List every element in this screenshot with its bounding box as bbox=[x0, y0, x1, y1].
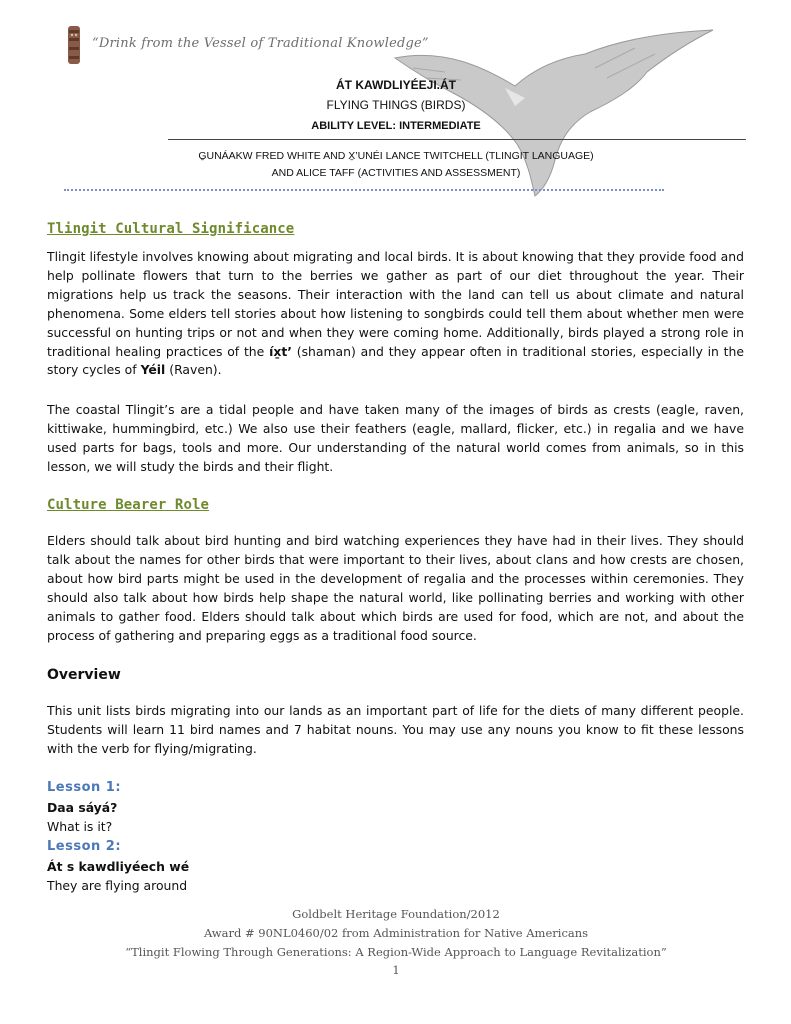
overview-heading: Overview bbox=[47, 667, 121, 683]
lesson-2-tlingit: Át s kawdliyéech wé bbox=[47, 859, 190, 874]
lesson-1-tlingit: Daa sáyá? bbox=[47, 800, 118, 815]
lesson-subtitle: FLYING THINGS (BIRDS) bbox=[326, 98, 466, 112]
lesson-2-english: They are flying around bbox=[47, 878, 188, 893]
footer-award: Award # 90NL0460/02 from Administration for Native Americans bbox=[203, 926, 589, 940]
lesson-1-english: What is it? bbox=[47, 819, 113, 834]
dotted-divider bbox=[64, 189, 664, 191]
culture-bearer-heading: Culture Bearer Role bbox=[47, 497, 210, 513]
credits-line-2: AND ALICE TAFF (ACTIVITIES AND ASSESSMENT) bbox=[271, 167, 521, 179]
culture-bearer-paragraph: Elders should talk about bird hunting and bird watching experiences they have had in their lives. They should talk about the names for other birds that were important to their lives, about clans and how crests are chosen, about how bird parts might be used in the development of regalia and the processes within ceremonies. They should also talk about how birds help shape the natural world, like pollinating berries and working with other animals to gather food. Elders should talk about which birds are used for food, which are not, and about the process of gathering and preparing eggs as a traditional food source. bbox=[47, 533, 744, 643]
term-yeil: Yéil bbox=[140, 362, 166, 378]
lesson-title: ÁT KAWDLIYÉEJI.ÁT bbox=[335, 78, 456, 92]
credits-line-1: G̱UNÁAKW FRED WHITE AND X̱’UNÉI LANCE TWITCHELL (TLINGIT LANGUAGE) bbox=[198, 150, 594, 162]
ability-label: ABILITY LEVEL: bbox=[311, 120, 396, 132]
ability-level bbox=[168, 120, 624, 132]
ability-value: INTERMEDIATE bbox=[399, 120, 481, 132]
cultural-significance-paragraph-2: The coastal Tlingit’s are a tidal people and have taken many of the images of birds as crests (eagle, raven, kittiwake, hummingbird, etc.) We also use their feathers (eagle, mallard, flicker, etc.) in regalia and we have used parts for bags, tools and more. Our understanding of the natural world comes from animals, so in this lesson, we will study the birds and their flight. bbox=[47, 402, 744, 474]
cultural-significance-heading: Tlingit Cultural Significance bbox=[47, 221, 295, 237]
footer-project-title: “Tlingit Flowing Through Generations: A Region-Wide Approach to Language Revitalization” bbox=[125, 945, 667, 959]
lesson-2-label: Lesson 2: bbox=[47, 839, 122, 854]
header-tagline: “Drink from the Vessel of Traditional Knowledge” bbox=[92, 36, 429, 51]
overview-paragraph: This unit lists birds migrating into our lands as an important part of life for the diets of many different people. Students will learn 11 bird names and 7 habitat nouns. You may use any nouns you know to fit these lessons with the verb for flying/migrating. bbox=[47, 703, 744, 756]
lesson-1-label: Lesson 1: bbox=[47, 780, 122, 795]
footer-foundation: Goldbelt Heritage Foundation/2012 bbox=[292, 907, 500, 921]
term-ixt: íx̱t’ bbox=[269, 343, 292, 359]
header-divider bbox=[168, 139, 746, 140]
page-number: 1 bbox=[392, 963, 400, 977]
cultural-significance-paragraph-1: Tlingit lifestyle involves knowing about migrating and local birds. It is about knowing that they provide food and help pollinate flowers that turn to the berries we gather as part of our diet throughout the year. Their migrations help us track the seasons. Their interaction with the land can tell us about climate and natural phenomena. Some elders tell stories about how listening to songbirds could tell them about whether men were successful on hunting trips or not and when they were coming home. Additionally, birds played a strong role in traditional healing practices of the íx̱t’ (shaman) and they appear often in traditional stories, especially in the story cycles of Yéil (Raven). bbox=[47, 249, 744, 378]
totem-pole-icon bbox=[66, 26, 82, 64]
